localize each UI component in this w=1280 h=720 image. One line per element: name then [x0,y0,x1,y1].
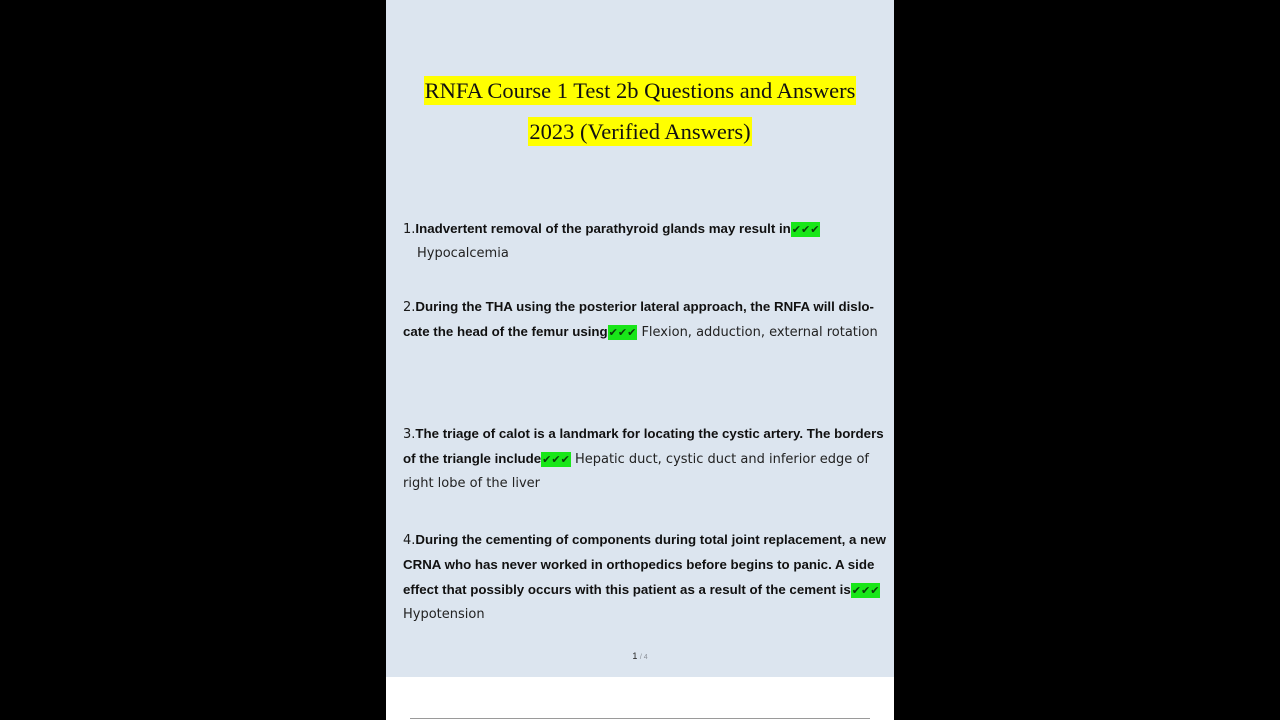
document-viewer[interactable] [386,0,894,720]
question-text: Inadvertent removal of the parathyroid glands may result in [415,221,791,236]
answer-text: Flexion, adduction, external rotation [641,325,878,340]
title-line-2: 2023 (Verified Answers) [529,119,751,144]
question-text: During the cementing of components during total joint replacement, a new CRNA who has never worked in orthopedics before begins to panic. A side effect that possibly occurs with this patient as a result of the cement is [403,532,887,597]
question-text: During the THA using the posterior lateral approach, the RNFA will dislo- cate the head of the femur using [403,299,874,339]
question-number: 1. [403,222,416,237]
document-page [386,0,894,677]
next-page-divider [410,718,870,719]
question-number: 4. [403,533,416,548]
check-icon: ✔✔✔ [791,223,820,236]
title-line-1: RNFA Course 1 Test 2b Questions and Answers [424,78,856,103]
question-number: 3. [403,427,416,442]
answer-text: Hypocalcemia [417,246,509,261]
question-number: 2. [403,300,416,315]
question-text: The triage of calot is a landmark for locating the cystic artery. The borders of the triangle include [403,426,884,466]
question-item [403,217,891,266]
total-pages: / 4 [639,654,648,661]
check-icon: ✔✔✔ [542,453,570,466]
question-item [403,528,891,627]
page-indicator [386,651,894,661]
question-item [403,295,891,345]
current-page: 1 [632,651,638,661]
check-icon: ✔✔✔ [851,584,880,597]
answer-text: Hypotension [403,607,485,622]
answer-text: Hepatic duct, cystic duct and inferior edge of right lobe of the liver [403,452,869,491]
check-icon: ✔✔✔ [608,326,637,339]
document-title [386,70,894,152]
question-item [403,422,891,496]
